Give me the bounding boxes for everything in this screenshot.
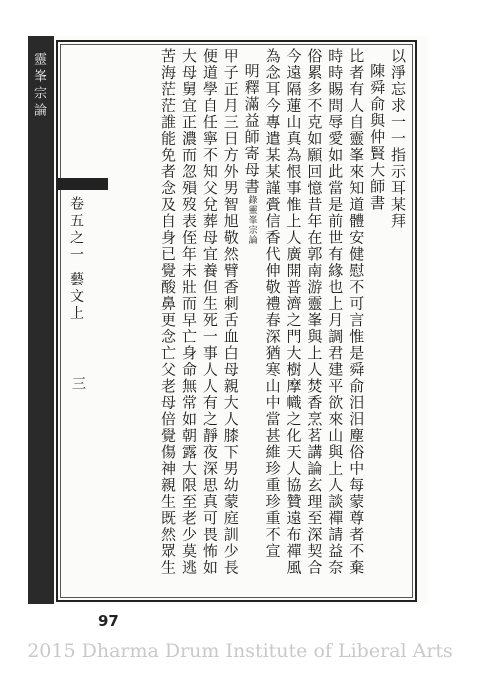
binding-margin [28, 36, 54, 604]
book-title: 靈峯宗論 [31, 52, 46, 120]
heading-text: 明釋滿益師寄母書 [242, 63, 261, 195]
text-line: 時時賜問辱愛如此當是前世有緣也上月調君建平欲來山與上人談禪請益奈 [326, 48, 345, 576]
text-line: 為念耳今專遣某某謹賫信香代伸敬禮春深猶寒山中當甚維珍重珍重不宣 [263, 48, 282, 560]
text-line: 甲子正月三日方外男智旭敬然臂香刺舌血白母親大人膝下男幼蒙庭訓少長 [221, 48, 240, 576]
vertical-text-block [116, 48, 408, 596]
text-line: 俗累多不克如願回憶昔年在郭南游靈峯與上人焚香烹茗講論玄理至深契合 [305, 48, 324, 576]
text-line: 以淨忘求一一指示耳某拜 [389, 48, 407, 230]
heading-note: 錄靈峯宗論 [246, 195, 257, 245]
letter-heading [241, 48, 262, 596]
letter-heading: 陳舜俞與仲賢大師書 [368, 63, 387, 212]
folio-number: 三 [70, 376, 86, 390]
text-line: 比者有人自靈峯來知道體安健慰不可言惟是舜俞汨汨塵俗中每蒙尊者不棄 [347, 48, 366, 576]
page-number: 97 [98, 612, 119, 630]
volume-marker [58, 178, 108, 190]
watermark-footer: 2015 Dharma Drum Institute of Liberal Arts [27, 640, 453, 662]
text-line: 大母舅宜正濃而忽殞歿表侄年未壯而早亡身命無常如朝露大限至老少莫逃 [179, 48, 198, 576]
text-line: 今遠隔蓮山真為恨事惟上人廣開普濟之門大樹摩幟之化天人協贊遠布禪風 [284, 48, 303, 576]
text-line: 苦海茫茫誰能免者念及自身已覺酸鼻更念亡父老母倍覺傷神親生既然眾生 [159, 48, 178, 576]
section-label: 卷五之一 藝文上 [68, 196, 84, 323]
text-line: 便道學自任寧不知父兌葬母宜養但生死一事人人有之靜夜深思真可畏怖如 [200, 48, 219, 576]
